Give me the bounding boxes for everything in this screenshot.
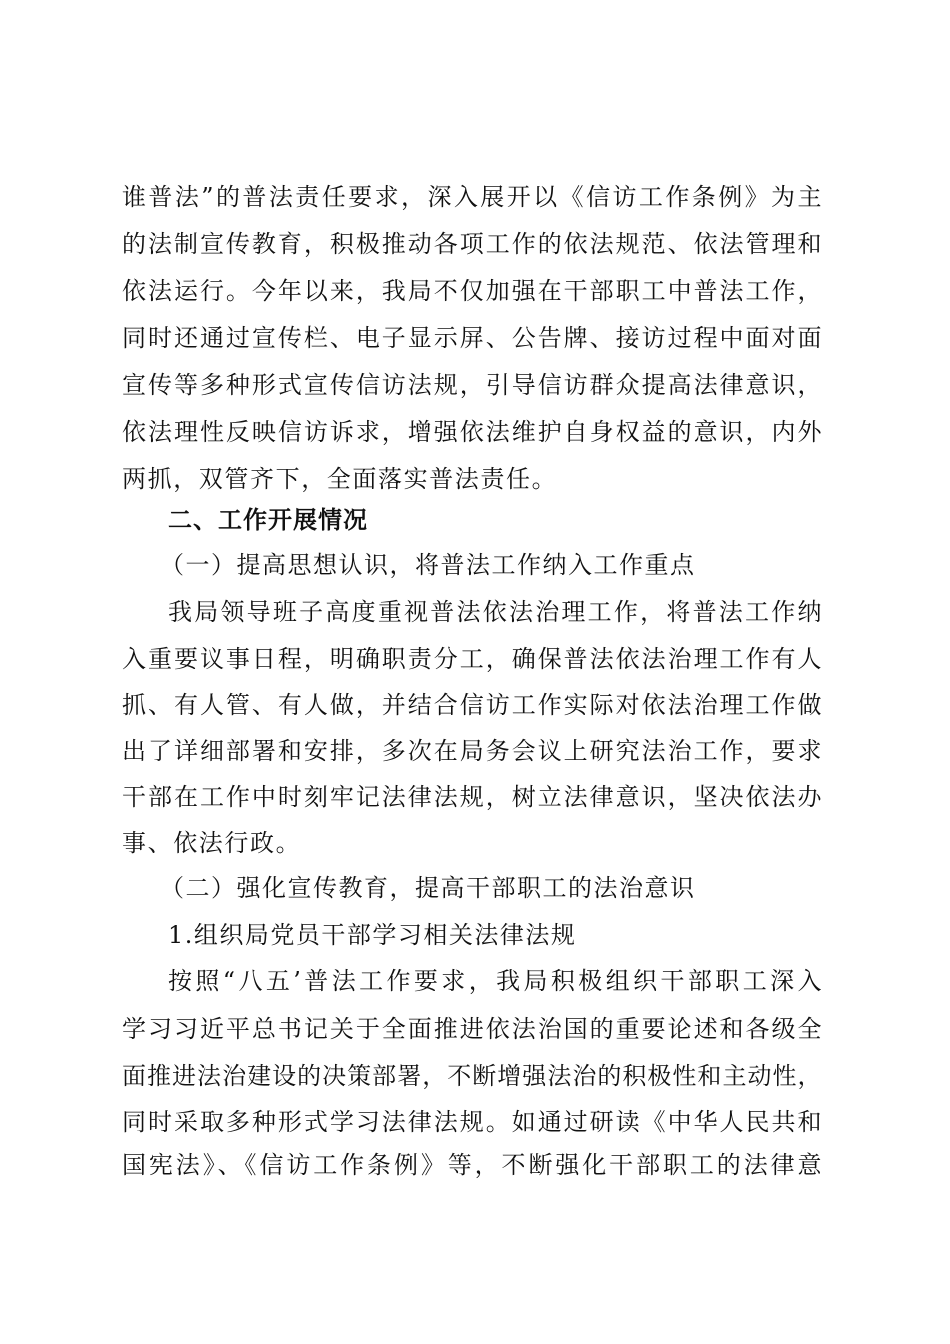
paragraph-line: 我局领导班子高度重视普法依法治理工作，将普法工作纳 xyxy=(168,598,822,626)
paragraph-line: 谁普法”的普法责任要求，深入展开以《信访工作条例》为主 xyxy=(122,183,822,211)
subsection-heading: （一）提高思想认识，将普法工作纳入工作重点 xyxy=(160,551,696,579)
paragraph-line: 入重要议事日程，明确职责分工，确保普法依法治理工作有人 xyxy=(122,645,822,673)
paragraph-line: 事、依法行政。 xyxy=(122,829,302,857)
paragraph-line: 两抓，双管齐下，全面落实普法责任。 xyxy=(122,465,558,493)
paragraph-line: 同时采取多种形式学习法律法规。如通过研读《中华人民共和 xyxy=(122,1108,822,1136)
section-heading: 二、工作开展情况 xyxy=(168,506,368,534)
item-heading: 1.组织局党员干部学习相关法律法规 xyxy=(168,921,577,949)
paragraph-line: 依法理性反映信访诉求，增强依法维护自身权益的意识，内外 xyxy=(122,418,822,446)
paragraph-line: 面推进法治建设的决策部署，不断增强法治的积极性和主动性， xyxy=(122,1062,822,1090)
paragraph-line: 学习习近平总书记关于全面推进依法治国的重要论述和各级全 xyxy=(122,1015,822,1043)
paragraph-line: 国宪法》、《信访工作条例》等，不断强化干部职工的法律意 xyxy=(122,1151,822,1179)
paragraph-line: 的法制宣传教育，积极推动各项工作的依法规范、依法管理和 xyxy=(122,230,822,258)
paragraph-line: 同时还通过宣传栏、电子显示屏、公告牌、接访过程中面对面 xyxy=(122,324,822,352)
paragraph-line: 依法运行。今年以来，我局不仅加强在干部职工中普法工作， xyxy=(122,277,822,305)
paragraph-line: 宣传等多种形式宣传信访法规，引导信访群众提高法律意识， xyxy=(122,371,822,399)
subsection-heading: （二）强化宣传教育，提高干部职工的法治意识 xyxy=(160,874,696,902)
paragraph-line: 干部在工作中时刻牢记法律法规，树立法律意识，坚决依法办 xyxy=(122,783,822,811)
paragraph-line: 出了详细部署和安排，多次在局务会议上研究法治工作，要求 xyxy=(122,737,822,765)
paragraph-line: 按照“八五’普法工作要求，我局积极组织干部职工深入 xyxy=(168,967,822,995)
paragraph-line: 抓、有人管、有人做，并结合信访工作实际对依法治理工作做 xyxy=(122,691,822,719)
